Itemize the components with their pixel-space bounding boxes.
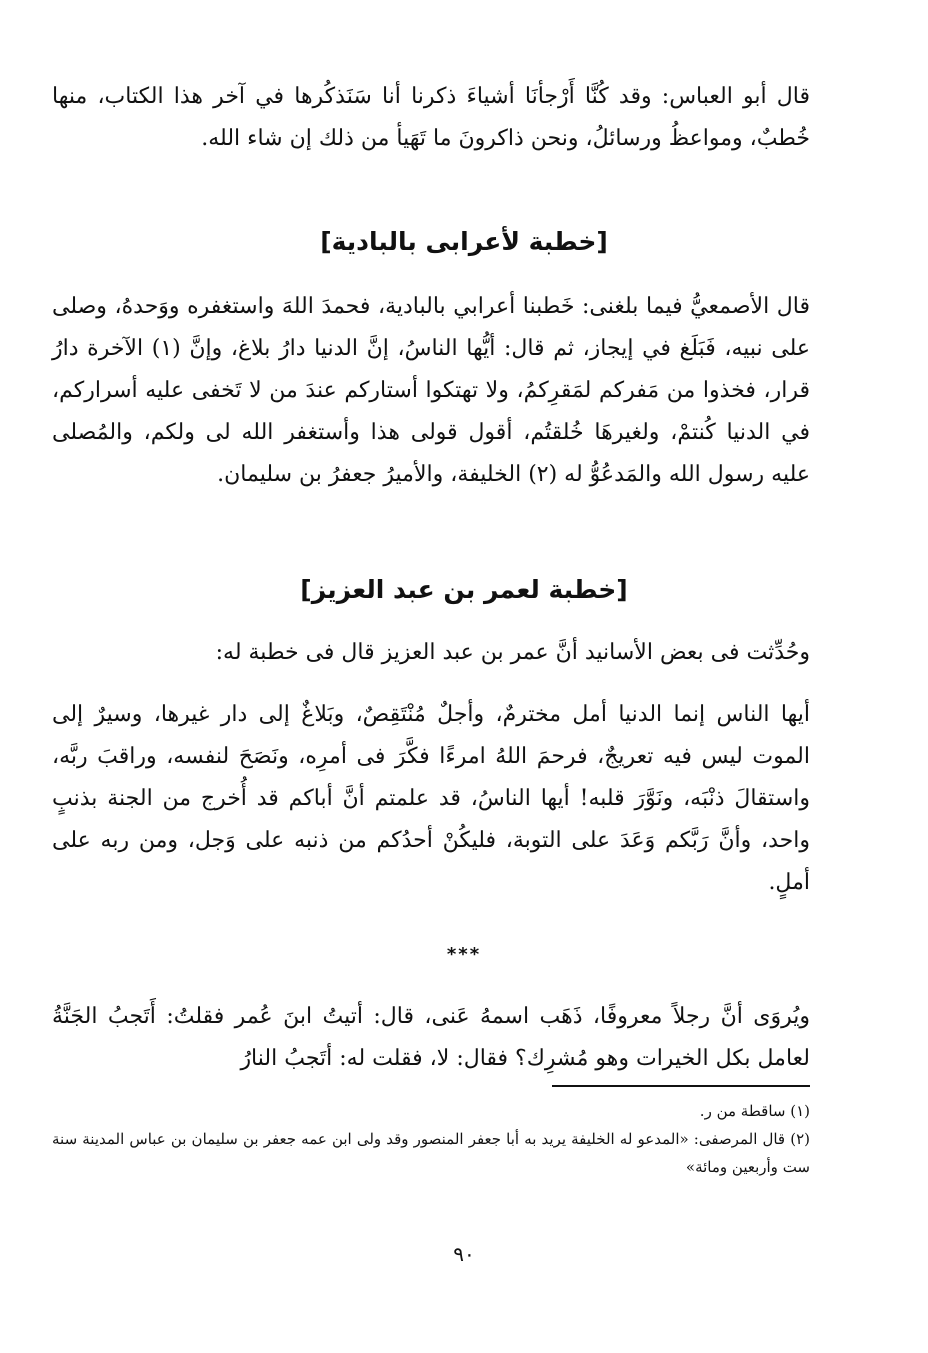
footnote-2: (٢) قال المرصفى: «المدعو له الخليفة يريد به أبا جعفر المنصور وقد ولى ابن عمه جعفر بن سليمان بن عباس المدينة سنة ست وأربعين ومائة» (52, 1130, 810, 1176)
footnote-1: (١) ساقطة من ر. (699, 1102, 810, 1120)
section-separator: *** (446, 944, 482, 965)
bedouin-sermon-block (52, 286, 810, 496)
page-number: ٩٠ (453, 1242, 475, 1266)
umar-intro-block (52, 632, 810, 674)
umar-intro-paragraph: وحُدِّثت فى بعض الأسانيد أنَّ عمر بن عبد العزيز قال فى خطبة له: (215, 640, 810, 665)
bedouin-sermon-paragraph: قال الأصمعيُّ فيما بلغنى: خَطبنا أعرابي بالبادية، فحمدَ اللهَ واستغفره ووَحدهُ، وصلى على نبيه، فَبَلَغ في إيجاز، ثم قال: أيُّها الناسُ، إنَّ الدنيا دارُ بلاغ، وإنَّ (١) الآخرة دارُ قرار، فخذوا من مَفركم لمَقرِكمُ، ولا تهتكوا أستاركم عندَ من لا تَخفى عليه أسراركم، في الدنيا كُنتمْ، ولغيرهَا خُلقتُم، أقول قولى هذا وأستغفر الله لى ولكم، والمُصلى عليه رسول الله والمَدعُوُّ له (٢) الخليفة، والأميرُ جعفرُ بن سليمان. (52, 294, 811, 487)
ibn-umar-block (52, 996, 810, 1080)
footnote-divider (552, 1085, 810, 1087)
ibn-umar-paragraph: ويُروَى أنَّ رجلاً معروفًا، ذَهَب اسمهُ عَنى، قال: أتيتُ ابنَ عُمر فقلتُ: أَتَجبُ الجَنَّةُ لعامل بكل الخيرات وهو مُشرِك؟ فقال: لا، فقلت له: أتَجبُ النارُ (52, 1004, 810, 1071)
umar-sermon-block (52, 694, 810, 904)
intro-paragraph: قال أبو العباس: وقد كُنَّا أَرْجأنَا أشياءَ ذكرنا أنا سَنَذكُرها في آخر هذا الكتاب، منها خُطبٌ، ومواعظُ ورسائلُ، ونحن ذاكرونَ ما تَهَيأ من ذلك إن شاء الله. (52, 84, 810, 151)
intro-paragraph-block (52, 76, 810, 160)
section-heading-bedouin-sermon: [خطبة لأعرابى بالبادية] (320, 227, 608, 256)
footnotes (52, 1097, 810, 1181)
section-heading-umar-sermon: [خطبة لعمر بن عبد العزيز] (300, 575, 628, 604)
umar-sermon-paragraph: أيها الناس إنما الدنيا أمل مخترمٌ، وأجلٌ مُنْتَقِصٌ، وبَلاغٌ إلى دار غيرها، وسيرٌ إلى الموت ليس فيه تعريجٌ، فرحمَ اللهُ امرءًا فكَّرَ فى أمرِه، ونَصَحَ لنفسه، وراقبَ ربَّه، واستقالَ ذنْبَه، ونَوَّرَ قلبه! أيها الناسُ، قد علمتم أنَّ أباكم قد أُخرج من الجنة بذنبٍ واحد، وأنَّ رَبَّكم وَعَدَ على التوبة، فليكُنْ أحدُكم من ذنبه على وَجل، ومن ربه على أملٍ. (52, 702, 810, 895)
